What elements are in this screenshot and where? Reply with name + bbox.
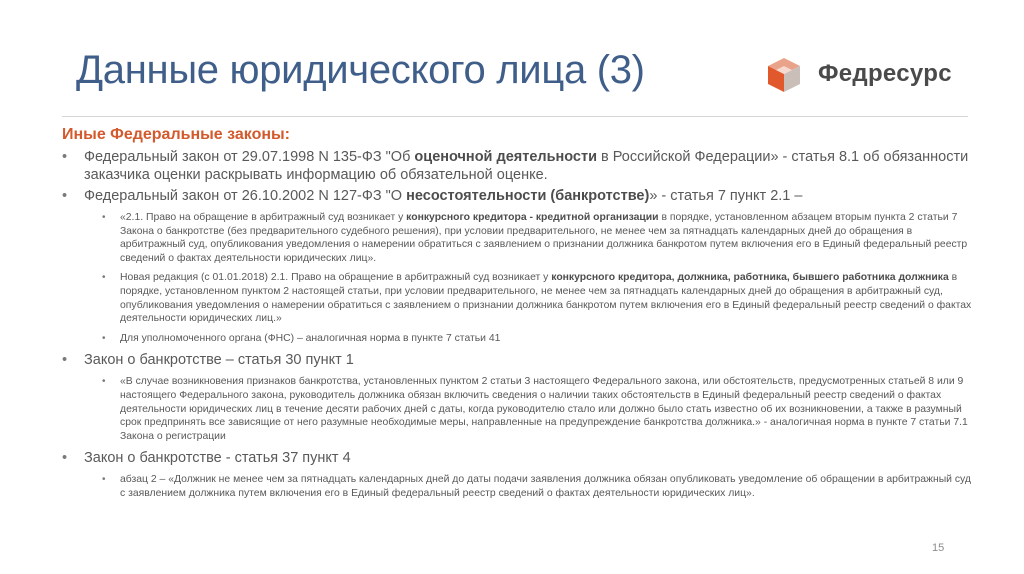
- bullet-law-127: • Федеральный закон от 26.10.2002 N 127-ФЗ "О несостоятельности (банкротстве)» - статья 7 пункт 2.1 –: [62, 187, 972, 205]
- section-heading: Иные Федеральные законы:: [62, 126, 290, 143]
- sub-bullet-article-30-text: • «В случае возникновения признаков банкротства, установленных пунктом 2 статьи 3 настоящего Федерального закона, или обстоятельств, предусмотренных статьей 8 или 9 настоящего Федерального закона, руководитель должника обязан включить сведения о наличии таких обстоятельств в Единый федеральный реестр сведений о фактах деятельности юридических лиц в течение десяти рабочих дней с даты, когда руководителю стало или должно было стать известно об их возникновении, а также в разумный срок предпринять все зависящие от него разумные необходимые меры, направленные на предупреждение банкротства должника.» - аналогичная норма в пункте 7 статьи 7.1 Закона о регистрации: [62, 375, 972, 443]
- fedresurs-logo: [764, 54, 952, 94]
- sub-bullet-article-2-1: • «2.1. Право на обращение в арбитражный суд возникает у конкурсного кредитора - кредитной организации в порядке, установленном абзацем вторым пункта 2 статьи 7 Закона о банкротстве (без предварительного судебного решения), при условии предварительного, не менее чем за пятнадцать календарных дней до обращения в арбитражный суд, опубликования уведомления о намерении обратиться с заявлением о признании должника банкротом путем включения его в Единый федеральный реестр сведений о фактах деятельности юридических лиц».: [62, 211, 972, 265]
- fedresurs-logo-icon: [764, 54, 804, 94]
- sub-bullet-fns: • Для уполномоченного органа (ФНС) – аналогичная норма в пункте 7 статьи 41: [62, 332, 972, 346]
- bullet-article-37: • Закон о банкротстве - статья 37 пункт 4: [62, 449, 972, 467]
- title-divider: [62, 116, 968, 117]
- bullet-law-135: • Федеральный закон от 29.07.1998 N 135-ФЗ "Об оценочной деятельности в Российской Федерации» - статья 8.1 об обязанности заказчика оценки раскрывать информацию об обязательной оценке.: [62, 148, 972, 184]
- bullet-article-30: • Закон о банкротстве – статья 30 пункт 1: [62, 351, 972, 369]
- sub-bullet-article-37-text: • абзац 2 – «Должник не менее чем за пятнадцать календарных дней до даты подачи заявления должника обязан опубликовать уведомление об обращении в арбитражный суд с заявлением должника путем включения его в Единый федеральный реестр сведений о фактах деятельности юридических лиц».: [62, 473, 972, 500]
- sub-bullet-new-edition: • Новая редакция (с 01.01.2018) 2.1. Право на обращение в арбитражный суд возникает у конкурсного кредитора, должника, работника, бывшего работника должника в порядке, установленном пунктом 2 настоящей статьи, при условии предварительного, не менее чем за пятнадцать календарных дней до обращения в арбитражный суд, опубликования уведомления о намерении обратиться с заявлением о признании должника банкротом путем включения его в Единый федеральный реестр сведений о фактах деятельности юридических лиц.»: [62, 271, 972, 325]
- logo-text: Федресурс: [818, 60, 952, 87]
- slide-content: [62, 126, 972, 504]
- slide-title: Данные юридического лица (3): [76, 48, 645, 92]
- page-number: 15: [932, 542, 945, 554]
